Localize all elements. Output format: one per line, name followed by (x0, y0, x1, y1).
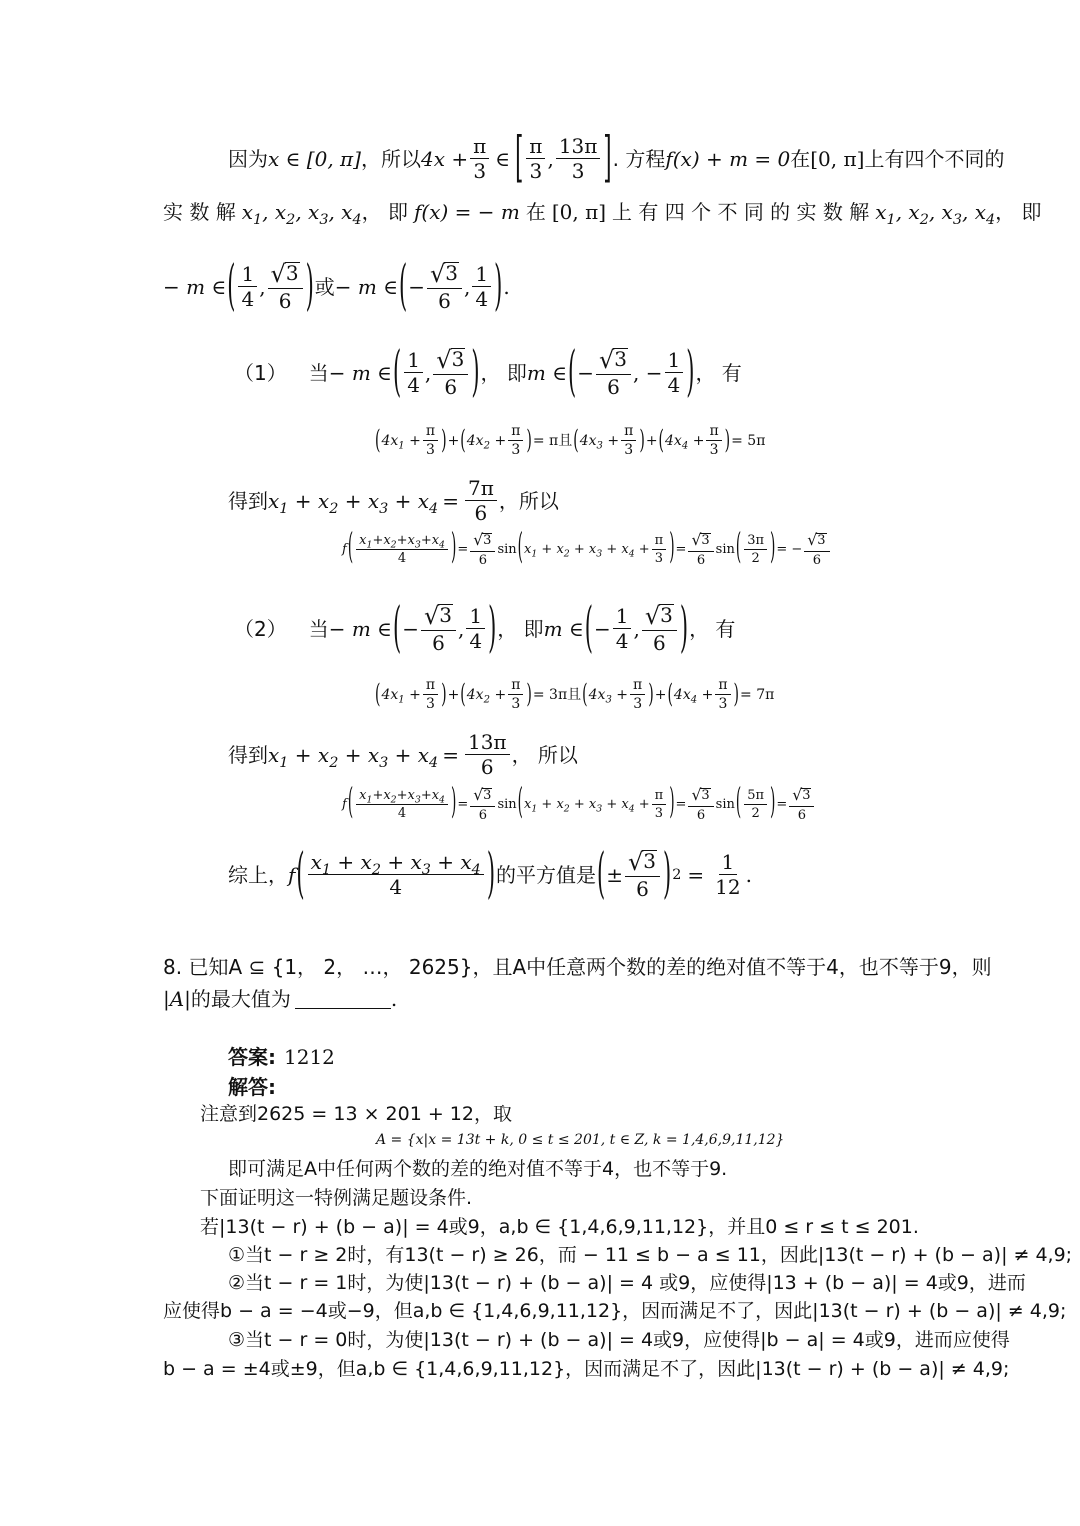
fraction: $\frac{13\pi}{3}$ (556, 136, 601, 181)
answer-line (228, 1047, 335, 1067)
math: − m ∈ (163, 274, 227, 299)
text: ， 即 (995, 200, 1042, 224)
case1-sum: 得到 $x_1 + x_2 + x_3 + x_4$ = $\frac{7\pi}{6}$ ，所以 (228, 476, 559, 525)
set-definition: A = {x|x = 13t + k, 0 ≤ t ≤ 201, t ∈ Z, k = 1,4,6,9,11,12} (376, 1132, 785, 1148)
bracket: [ (515, 126, 524, 189)
text: （1） (234, 360, 287, 385)
math: m ∈ (526, 360, 568, 385)
text: 当 (308, 616, 329, 641)
answer-blank[interactable] (295, 990, 391, 1009)
problem8-line2: |A| 的最大值为 . (163, 987, 398, 1011)
math: $x_1 + x_2 + x_3 + x_4$ (268, 488, 439, 517)
case1-f-value: f ( $\frac{x_1+x_2+x_3+x_4}{4}$ ) = √ 3 6 sin ( $x_1 + x_2 + x_3 + x_4$ + $\frac{\pi}{3}$ ) = √ 3 6 sin ( $\frac{3\pi}{2}$ ) = − √ 3 6 (342, 533, 832, 567)
text: 在 (790, 146, 811, 171)
text: ， 有 (695, 360, 742, 385)
text: 得到 (228, 742, 268, 767)
case2-equation: ( $4x_1$ + $\frac{\pi}{3}$ ) + ( $4x_2$ + $\frac{\pi}{3}$ ) = 3π 且 ( $4x_3$ + $\frac{\pi}{3}$ ) + ( $4x_4$ + $\frac{\pi}{3}$ ) = 7π (375, 677, 775, 712)
math: [0, π] (810, 146, 865, 171)
math: $x_1 + x_2 + x_3 + x_4$ (268, 742, 439, 771)
math: 4x + (421, 146, 469, 171)
answer-value: 1212 (284, 1045, 335, 1069)
text: ， 即 (497, 616, 544, 641)
text: 上有四个不同的 (864, 146, 1005, 171)
math: − m ∈ (334, 274, 399, 299)
case2-f-value: f ( $\frac{x_1+x_2+x_3+x_4}{4}$ ) = √ 3 6 sin ( $x_1 + x_2 + x_3 + x_4$ + $\frac{\pi}{3}$ ) = √ 3 6 sin ( $\frac{5\pi}{2}$ ) = √ 3 6 (342, 788, 816, 822)
math: f(x) = − m (413, 200, 520, 224)
text: ， 即 (361, 200, 408, 224)
math: − m ∈ (328, 360, 392, 385)
text: ，所以 (498, 488, 559, 513)
text: 综上， (228, 862, 288, 887)
fraction: $\frac{\pi}{3}$ (470, 136, 489, 181)
math: f(x) + m = 0 (665, 146, 791, 171)
solution7-line1: 因为 x ∈ [0, π] ，所以 4x + $\frac{\pi}{3}$ ∈ [ $\frac{\pi}{3}$ , $\frac{13\pi}{3}$ ] . 方程 f(x) + m = 0 在 [0, π] 上有四个不同的 (228, 126, 1005, 189)
text: 在 (525, 200, 546, 224)
solution-line: 注意到2625 = 13 × 201 + 12，取 (200, 1103, 512, 1125)
solution-line: 即可满足A中任何两个数的差的绝对值不等于4，也不等于9. (228, 1158, 728, 1180)
text: 上 有 四 个 不 同 的 实 数 解 (612, 200, 870, 224)
text: 的平方值是 (496, 862, 597, 887)
math: $x_1$, $x_2$, $x_3$, $x_4$ (241, 200, 362, 229)
math: m ∈ (543, 616, 584, 641)
text: 的最大值为 (190, 987, 291, 1011)
solution-line: 应使得b − a = −4或−9，但a,b ∈ {1,4,6,9,11,12}，因而满足不了，因此|13(t − r) + (b − a)| ≠ 4,9; (163, 1300, 1067, 1322)
solution-line: ①当t − r ≥ 2时，有13(t − r) ≥ 26，而 − 11 ≤ b − a ≤ 11，因此|13(t − r) + (b − a)| ≠ 4,9; (228, 1244, 1073, 1266)
case1-equation: ( $4x_1$ + $\frac{\pi}{3}$ ) + ( $4x_2$ + $\frac{\pi}{3}$ ) = π 且 ( $4x_3$ + $\frac{\pi}{3}$ ) + ( $4x_4$ + $\frac{\pi}{3}$ ) = 5π (375, 423, 766, 458)
text: ， 有 (689, 616, 736, 641)
solution-line: b − a = ±4或±9，但a,b ∈ {1,4,6,9,11,12}，因而满足不了，因此|13(t − r) + (b − a)| ≠ 4,9; (163, 1358, 1010, 1380)
solution7-line2 (163, 200, 1042, 229)
case1-line: （1） 当 − m ∈ ( $\frac{1}{4}$ , √ 3 6 ) ， 即 m ∈ ( − √ 3 6 , − $\frac{1}{4}$ ) ， 有 (234, 340, 742, 403)
bracket: ] (603, 126, 612, 189)
text: （2） (234, 616, 287, 641)
fraction: $\frac{\pi}{3}$ (526, 136, 545, 181)
text: 或 (314, 274, 335, 299)
case2-sum: 得到 $x_1 + x_2 + x_3 + x_4$ = $\frac{13\pi}{6}$ ， 所以 (228, 730, 578, 779)
math: ∈ (495, 146, 511, 171)
solution-line: ③当t − r = 0时，为使|13(t − r) + (b − a)| = 4或9，应使得|b − a| = 4或9，进而应使得 (228, 1329, 1010, 1351)
math: x ∈ [0, π] (268, 146, 361, 171)
problem8-line1: 8. 已知A ⊆ {1， 2， …， 2625}，且A中任意两个数的差的绝对值不等于4，也不等于9，则 (163, 955, 992, 979)
math: [0, π] (551, 200, 607, 224)
math: $x_1$, $x_2$, $x_3$, $x_4$ (875, 200, 996, 229)
solution-label: 解答: (228, 1075, 276, 1099)
solution-line: 下面证明这一特例满足题设条件. (200, 1187, 473, 1209)
text: 实 数 解 (163, 200, 236, 224)
text: 当 (308, 360, 329, 385)
text: ， 所以 (511, 742, 578, 767)
text: 因为 (228, 146, 268, 171)
text: 得到 (228, 488, 268, 513)
answer-label: 答案: (228, 1045, 276, 1069)
solution7-line3: − m ∈ ( $\frac{1}{4}$ , √ 3 6 ) 或 − m ∈ ( − √ 3 6 , $\frac{1}{4}$ ) . (163, 254, 510, 317)
text: . 方程 (612, 146, 666, 171)
text: ，所以 (361, 146, 421, 171)
solution-line: 若|13(t − r) + (b − a)| = 4或9，a,b ∈ {1,4,6,9,11,12}，并且0 ≤ r ≤ t ≤ 201. (200, 1216, 919, 1238)
solution-line: ②当t − r = 1时，为使|13(t − r) + (b − a)| = 4 或9，应使得|13 + (b − a)| = 4或9，进而 (228, 1272, 1026, 1294)
text: ， 即 (480, 360, 527, 385)
summary-line: 综上， f ( $\frac{x_1 + x_2 + x_3 + x_4}{4}$ ) 的平方值是 ( ± √ 3 6 ) 2 = $\frac{1}{12}$ . (228, 842, 752, 905)
case2-line: （2） 当 − m ∈ ( − √ 3 6 , $\frac{1}{4}$ ) ， 即 m ∈ ( − $\frac{1}{4}$ , √ 3 6 ) ， 有 (234, 596, 736, 659)
math: − m ∈ (328, 616, 392, 641)
math: |A| (163, 987, 191, 1011)
